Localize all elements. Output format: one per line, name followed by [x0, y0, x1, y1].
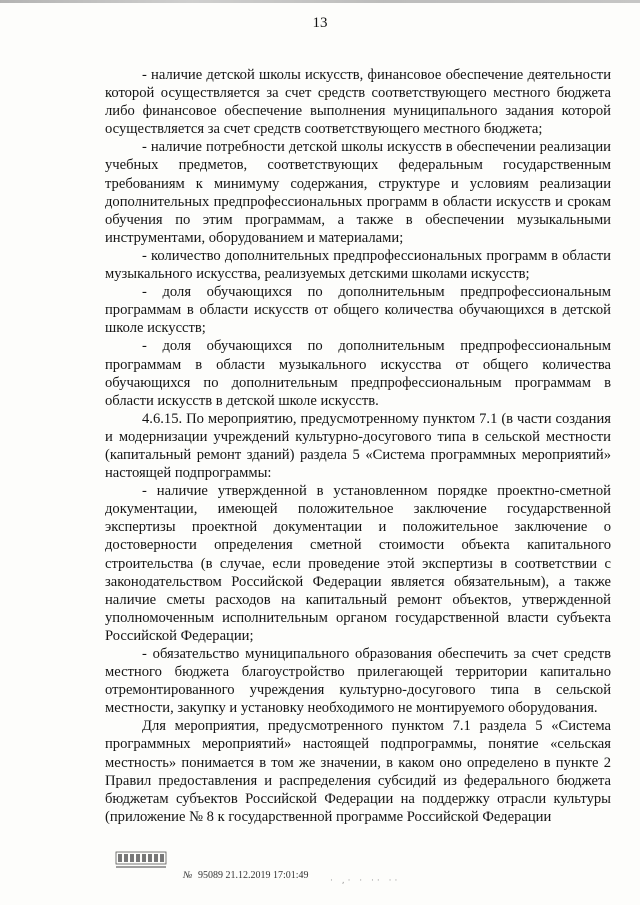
- document-footer: [183, 870, 309, 881]
- document-timestamp: 21.12.2019 17:01:49: [225, 870, 309, 881]
- scan-noise: · ,· · ·· ··: [330, 876, 401, 886]
- paragraph: - наличие утвержденной в установленном порядке проектно-сметной документации, имеющей положительное заключение государственной экспертизы проектной документации и положительное заключение о достоверности определения сметной стоимости объекта капитального строительства (в случае, если проведение этой экспертизы в соответствии с законодательством Российской Федерации является обязательным), а также наличие сметы расходов на капитальный ремонт объектов, утвержденной уполномоченным исполнительным органом государственной власти субъекта Российской Федерации;: [105, 483, 611, 644]
- document-number: 95089: [197, 870, 223, 881]
- paragraph: - наличие детской школы искусств, финансовое обеспечение деятельности которой осуществляется за счет средств соответствующего местного бюджета либо финансовое обеспечение выполнения муниципального задания которой осуществляется за счет средств соответствующего местного бюджета;: [105, 67, 611, 138]
- paragraph: - количество дополнительных предпрофессиональных программ в области музыкального искусства, реализуемых детскими школами искусств;: [105, 247, 611, 283]
- paragraph: - обязательство муниципального образования обеспечить за счет средств местного бюджета благоустройство прилегающей территории капитально отремонтированного учреждения культурно-досугового типа в сельской местности, закупку и установку необходимого не монтируемого оборудования.: [105, 646, 611, 717]
- paragraph: - доля обучающихся по дополнительным предпрофессиональным программам в области искусств от общего количества обучающихся в детской школе искусств;: [105, 284, 611, 337]
- paragraph: - наличие потребности детской школы искусств в обеспечении реализации учебных предметов, соответствующих федеральным государственным требованиям к минимуму содержания, структуре и условиям реализации дополнительных предпрофессиональных программ в области искусств и срокам обучения по этим программам, а также в обеспечении музыкальными инструментами, оборудованием и материалами;: [105, 139, 611, 246]
- scan-top-edge: [0, 0, 640, 3]
- paragraph: 4.6.15. По мероприятию, предусмотренному пунктом 7.1 (в части создания и модернизации учреждений культурно-досугового типа в сельской местности (капитальный ремонт зданий) раздела 5 «Система программных мероприятий» настоящей подпрограммы:: [105, 410, 611, 482]
- paragraph: - доля обучающихся по дополнительным предпрофессиональным программам в области музыкального искусства от общего количества обучающихся по дополнительным предпрофессиональным программам в области искусств в детской школе искусств.: [105, 338, 611, 409]
- document-number-symbol: №: [183, 870, 193, 881]
- registration-stamp-icon: [115, 850, 167, 870]
- document-body: [105, 66, 611, 826]
- page-number: 13: [312, 15, 328, 31]
- paragraph: Для мероприятия, предусмотренного пунктом 7.1 раздела 5 «Система программных мероприятий» настоящей подпрограммы, понятие «сельская местность» понимается в том же значении, в каком оно определено в пункте 2 Правил предоставления и распределения субсидий из федерального бюджета бюджетам субъектов Российской Федерации на поддержку отрасли культуры (приложение № 8 к государственной программе Российской Федерации: [105, 718, 611, 825]
